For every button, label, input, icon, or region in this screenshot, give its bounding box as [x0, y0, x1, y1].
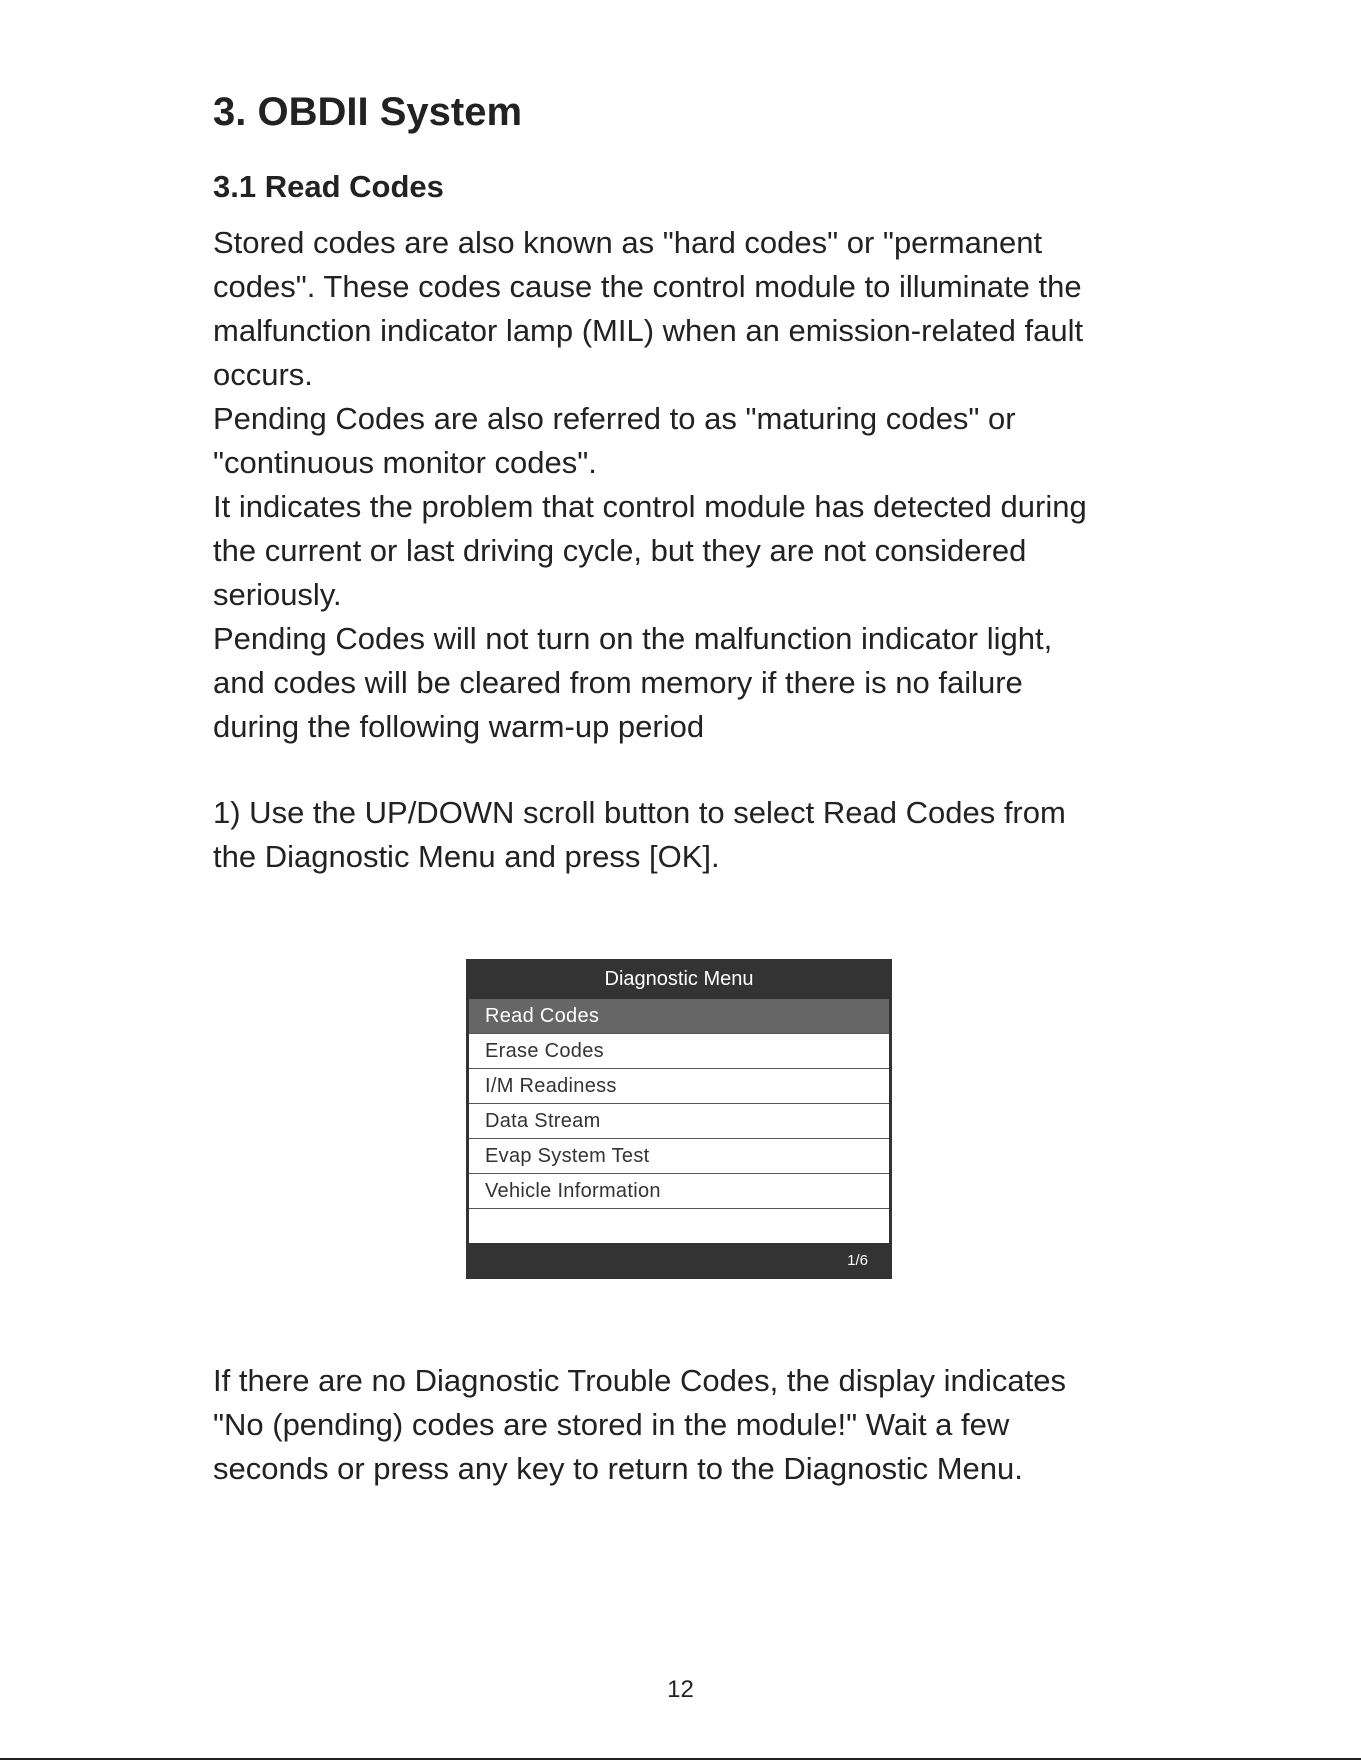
intro-line: occurs.: [213, 357, 313, 392]
intro-line: malfunction indicator lamp (MIL) when an emission-related fault: [213, 313, 1084, 348]
menu-item-empty: [469, 1209, 889, 1243]
result-line: seconds or press any key to return to the Diagnostic Menu.: [213, 1451, 1023, 1486]
step-line: 1) Use the UP/DOWN scroll button to select Read Codes from: [213, 795, 1066, 830]
intro-line: seriously.: [213, 577, 342, 612]
menu-item-read-codes[interactable]: Read Codes: [469, 999, 889, 1034]
screen-title: Diagnostic Menu: [604, 968, 754, 990]
intro-line: codes". These codes cause the control module to illuminate the: [213, 269, 1082, 304]
screen-footer: [466, 1243, 892, 1279]
diagnostic-menu-list: [469, 999, 889, 1243]
intro-line: and codes will be cleared from memory if there is no failure: [213, 665, 1023, 700]
page-number: 12: [667, 1676, 694, 1703]
section-heading: 3. OBDII System: [213, 90, 523, 134]
result-line: "No (pending) codes are stored in the module!" Wait a few: [213, 1407, 1010, 1442]
menu-item-vehicle-information[interactable]: Vehicle Information: [469, 1174, 889, 1209]
page-indicator: 1/6: [847, 1252, 868, 1269]
intro-line: Pending Codes will not turn on the malfunction indicator light,: [213, 621, 1053, 656]
step-1-instruction: [213, 791, 1173, 879]
intro-line: Pending Codes are also referred to as "maturing codes" or: [213, 401, 1016, 436]
intro-line: Stored codes are also known as "hard codes" or "permanent: [213, 225, 1043, 260]
step-line: the Diagnostic Menu and press [OK].: [213, 839, 720, 874]
intro-line: It indicates the problem that control module has detected during: [213, 489, 1087, 524]
menu-item-im-readiness[interactable]: I/M Readiness: [469, 1069, 889, 1104]
intro-line: the current or last driving cycle, but they are not considered: [213, 533, 1027, 568]
result-paragraph: [213, 1359, 1173, 1491]
result-line: If there are no Diagnostic Trouble Codes, the display indicates: [213, 1363, 1066, 1398]
menu-item-data-stream[interactable]: Data Stream: [469, 1104, 889, 1139]
intro-line: "continuous monitor codes".: [213, 445, 597, 480]
intro-paragraph: [213, 221, 1173, 749]
diagnostic-menu-screen: [466, 959, 892, 1279]
bottom-divider: [0, 1758, 1361, 1760]
menu-item-evap-system-test[interactable]: Evap System Test: [469, 1139, 889, 1174]
intro-line: during the following warm-up period: [213, 709, 705, 744]
subsection-heading: 3.1 Read Codes: [213, 169, 444, 204]
menu-item-erase-codes[interactable]: Erase Codes: [469, 1034, 889, 1069]
